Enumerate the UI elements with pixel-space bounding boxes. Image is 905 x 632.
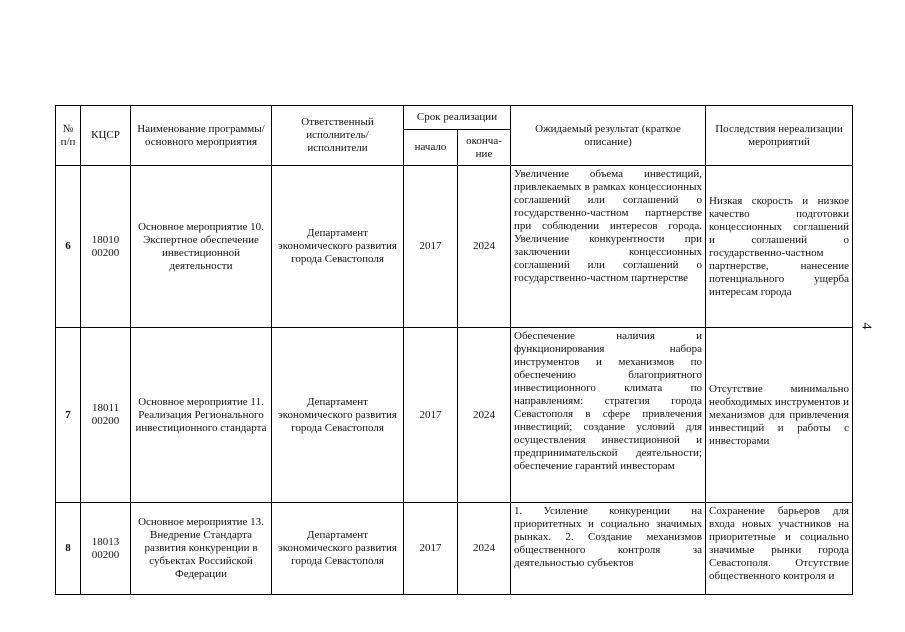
program-activities-table xyxy=(55,105,853,595)
row-result: Увеличение объема инвестиций, привлекаемых в рамках концессионных соглашений или соглашений о государственно-частном партнерстве при соблюдении интересов города. Увеличение конкурентности при заключении концессионных соглашений или соглашений о государственно-частном партнерстве xyxy=(511,166,706,328)
row-start: 2017 xyxy=(404,166,458,328)
header-responsible: Ответственный исполнитель/ исполнители xyxy=(272,106,404,166)
row-start: 2017 xyxy=(404,328,458,503)
row-end: 2024 xyxy=(458,328,511,503)
page-number: 4 xyxy=(858,322,874,330)
table-row xyxy=(56,328,853,503)
header-result: Ожидаемый результат (краткое описание) xyxy=(511,106,706,166)
header-num: № п/п xyxy=(56,106,81,166)
row-responsible: Департамент экономического развития города Севастополя xyxy=(272,328,404,503)
row-consequences: Отсутствие минимально необходимых инструментов и механизмов для привлечения инвестиций и работы с инвесторами xyxy=(706,328,853,503)
row-num: 6 xyxy=(56,166,81,328)
row-name: Основное мероприятие 11. Реализация Регионального инвестиционного стандарта xyxy=(131,328,272,503)
table-row xyxy=(56,503,853,595)
row-result: 1. Усиление конкуренции на приоритетных и социально значимых рынках. 2. Создание механизмов общественного контроля за деятельностью субъектов xyxy=(511,503,706,595)
table-header xyxy=(56,106,853,166)
row-name: Основное мероприятие 10. Экспертное обеспечение инвестиционной деятельности xyxy=(131,166,272,328)
row-kcsr: 18010 00200 xyxy=(81,166,131,328)
row-name: Основное мероприятие 13. Внедрение Стандарта развития конкуренции в субъектах Российской Федерации xyxy=(131,503,272,595)
row-num: 8 xyxy=(56,503,81,595)
header-start: начало xyxy=(404,130,458,166)
row-responsible: Департамент экономического развития города Севастополя xyxy=(272,503,404,595)
row-result: Обеспечение наличия и функционирования набора инструментов и механизмов по обеспечению благоприятного инвестиционного климата по направлениям: стратегия города Севастополя в сфере привлечения инвестиций; создание условий для осуществления инвестиционной и предпринимательской деятельности; обеспечение гарантий инвесторам xyxy=(511,328,706,503)
header-term: Срок реализации xyxy=(404,106,511,130)
table-row xyxy=(56,166,853,328)
row-end: 2024 xyxy=(458,166,511,328)
header-kcsr: КЦСР xyxy=(81,106,131,166)
row-kcsr: 18013 00200 xyxy=(81,503,131,595)
row-consequences: Сохранение барьеров для входа новых участников на приоритетные и социально значимые рынки города Севастополя. Отсутствие общественного контроля и xyxy=(706,503,853,595)
row-num: 7 xyxy=(56,328,81,503)
header-end: оконча-ние xyxy=(458,130,511,166)
row-consequences: Низкая скорость и низкое качество подготовки концессионных соглашений и соглашений о государственно-частном партнерстве, нанесение потенциального ущерба интересам города xyxy=(706,166,853,328)
row-end: 2024 xyxy=(458,503,511,595)
row-start: 2017 xyxy=(404,503,458,595)
header-consequences: Последствия нереализации мероприятий xyxy=(706,106,853,166)
row-responsible: Департамент экономического развития города Севастополя xyxy=(272,166,404,328)
header-name: Наименование программы/основного мероприятия xyxy=(131,106,272,166)
row-kcsr: 18011 00200 xyxy=(81,328,131,503)
